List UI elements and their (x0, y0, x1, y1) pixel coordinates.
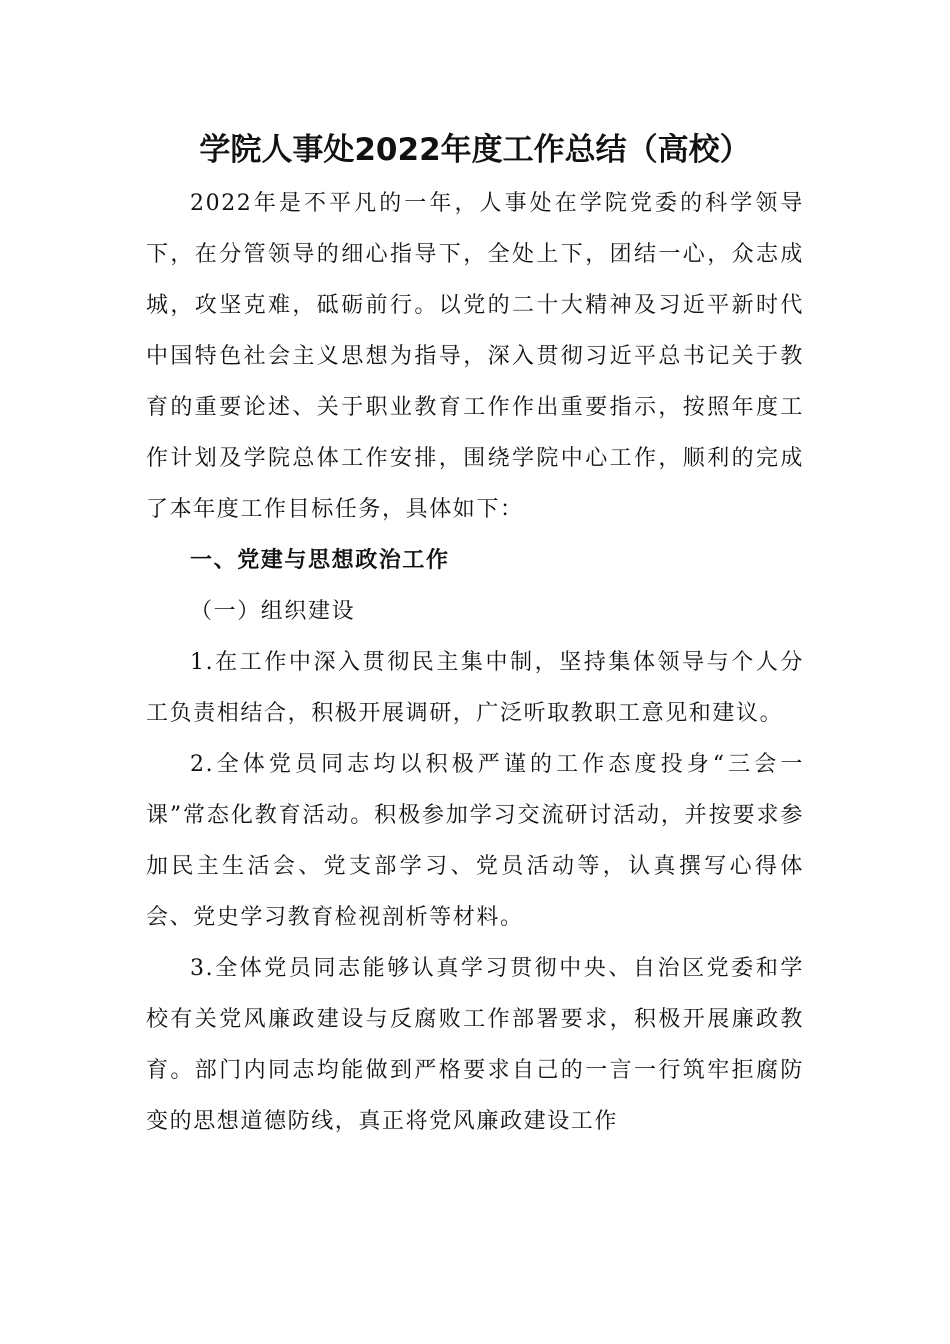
document-title: 学院人事处2022年度工作总结（高校） (199, 132, 751, 168)
list-item-2: 2.全体党员同志均以积极严谨的工作态度投身“三会一课”常态化教育活动。积极参加学习交流研讨活动，并按要求参加民主生活会、党支部学习、党员活动等，认真撰写心得体会、党史学习教育检视剖析等材料。 (146, 752, 804, 930)
subsection-heading-organization: （一）组织建设 (190, 599, 356, 624)
document-page (146, 128, 804, 1147)
list-item-3: 3.全体党员同志能够认真学习贯彻中央、自治区党委和学校有关党风廉政建设与反腐败工作部署要求，积极开展廉政教育。部门内同志均能做到严格要求自己的一言一行筑牢拒腐防变的思想道德防线，真正将党风廉政建设工作 (146, 956, 804, 1134)
intro-paragraph: 2022年是不平凡的一年，人事处在学院党委的科学领导下，在分管领导的细心指导下，全处上下，团结一心，众志成城，攻坚克难，砥砺前行。以党的二十大精神及习近平新时代中国特色社会主义思想为指导，深入贯彻习近平总书记关于教育的重要论述、关于职业教育工作作出重要指示，按照年度工作计划及学院总体工作安排，围绕学院中心工作，顺利的完成了本年度工作目标任务，具体如下： (146, 191, 804, 522)
section-heading-party-building: 一、党建与思想政治工作 (190, 548, 450, 573)
list-item-1: 1.在工作中深入贯彻民主集中制，坚持集体领导与个人分工负责相结合，积极开展调研，广泛听取教职工意见和建议。 (146, 650, 804, 726)
